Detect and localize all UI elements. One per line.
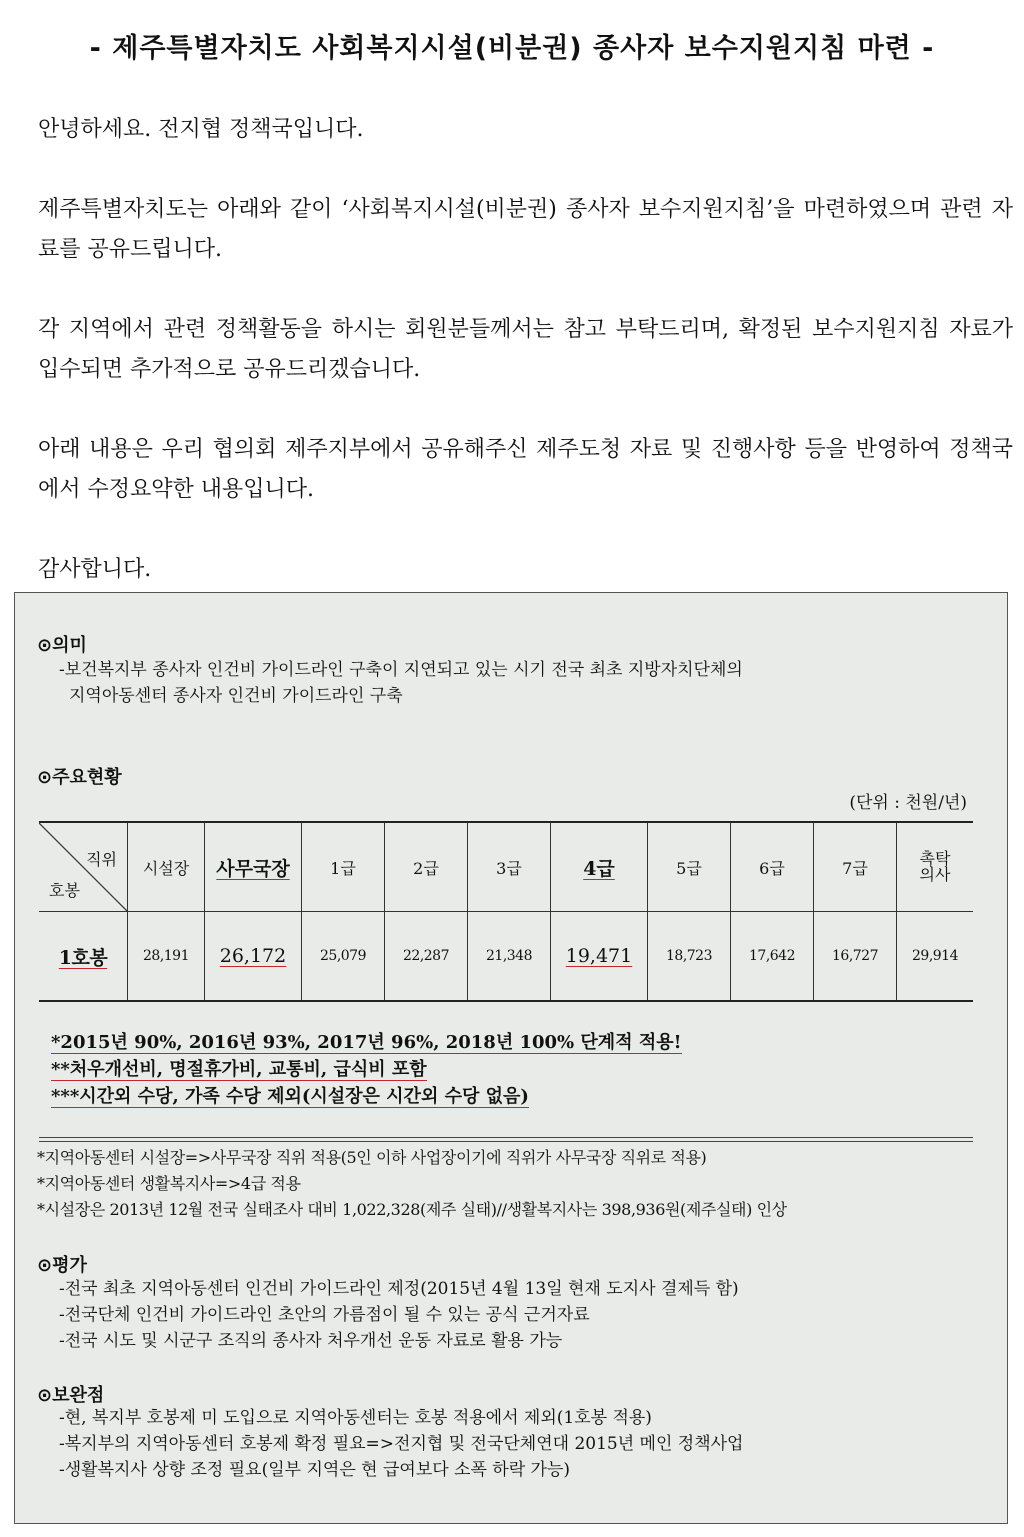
header-cell: 6급 <box>731 822 814 912</box>
note-3-text: ***시간외 수당, 가족 수당 제외(시설장은 시간외 수당 없음) <box>51 1086 529 1107</box>
page-title: - 제주특별자치도 사회복지시설(비분권) 종사자 보수지원지침 마련 - <box>89 33 935 64</box>
supplement-item: -현, 복지부 호봉제 미 도입으로 지역아동센터는 호봉 적용에서 제외(1호봉 적용) <box>59 1408 652 1428</box>
meaning-line-2: 지역아동센터 종사자 인건비 가이드라인 구축 <box>69 686 403 706</box>
header-last-top: 촉탁 <box>919 848 951 868</box>
table-cell: 17,642 <box>731 912 814 1002</box>
meaning-heading: ⊙의미 <box>37 635 87 656</box>
table-cell <box>551 912 648 1002</box>
note-1 <box>51 1029 682 1056</box>
row-label: 1호봉 <box>58 946 108 969</box>
header-cell-highlight: 4급 <box>583 857 615 880</box>
supplement-item: -복지부의 지역아동센터 호봉제 확정 필요=>전지협 및 전국단체연대 2015년 메인 정책사업 <box>59 1434 744 1454</box>
table-cell: 21,348 <box>468 912 551 1002</box>
intro-paragraph-3: 아래 내용은 우리 협의회 제주지부에서 공유해주신 제주도청 자료 및 진행사항 등을 반영하여 정책국에서 수정요약한 내용입니다. <box>38 437 1013 502</box>
supplement-heading: ⊙보완점 <box>37 1385 105 1406</box>
meaning-line-1: -보건복지부 종사자 인건비 가이드라인 구축이 지연되고 있는 시기 전국 최초 지방자치단체의 <box>59 660 743 680</box>
note-1-text: *2015년 90%, 2016년 93%, 2017년 96%, 2018년 100% 단계적 적용! <box>51 1032 682 1053</box>
header-cell: 7급 <box>814 822 897 912</box>
header-last-bottom: 의사 <box>919 864 951 884</box>
header-cell: 2급 <box>385 822 468 912</box>
header-cell <box>205 822 302 912</box>
header-cell <box>551 822 648 912</box>
row-label-cell <box>39 912 128 1002</box>
header-cell: 시설장 <box>128 822 205 912</box>
table-cell-highlight: 19,471 <box>565 945 633 967</box>
table-cell: 22,287 <box>385 912 468 1002</box>
intro-paragraph-1: 제주특별자치도는 아래와 같이 ‘사회복지시설(비분권) 종사자 보수지원지침’을 마련하였으며 관련 자료를 공유드립니다. <box>38 197 1013 262</box>
footnote-1: *지역아동센터 시설장=>사무국장 직위 적용(5인 이하 사업장이기에 직위가 사무국장 직위로 적용) <box>37 1148 707 1167</box>
evaluation-item: -전국 시도 및 시군구 조직의 종사자 처우개선 운동 자료로 활용 가능 <box>59 1331 563 1351</box>
supplement-item: -생활복지사 상향 조정 필요(일부 지역은 현 급여보다 소폭 하락 가능) <box>59 1460 571 1480</box>
intro-greeting: 안녕하세요. 전지협 정책국입니다. <box>38 117 364 142</box>
table-cell: 25,079 <box>302 912 385 1002</box>
note-2-text: **처우개선비, 명절휴가비, 교통비, 급식비 포함 <box>51 1059 427 1080</box>
header-cell: 1급 <box>302 822 385 912</box>
table-cell-highlight: 26,172 <box>219 945 287 967</box>
intro-paragraph-2: 각 지역에서 관련 정책활동을 하시는 회원분들께서는 참고 부탁드리며, 확정된 보수지원지침 자료가 입수되면 추가적으로 공유드리겠습니다. <box>38 317 1013 382</box>
corner-step-label: 호봉 <box>49 881 80 900</box>
footnote-3: *시설장은 2013년 12월 전국 실태조사 대비 1,022,328(제주 실태)//생활복지사는 398,936원(제주실태) 인상 <box>37 1200 787 1219</box>
table-corner-cell <box>39 822 128 912</box>
double-divider <box>39 1137 973 1142</box>
table-cell <box>205 912 302 1002</box>
table-cell: 18,723 <box>648 912 731 1002</box>
table-cell: 16,727 <box>814 912 897 1002</box>
unit-label: (단위 : 천원/년) <box>849 793 967 813</box>
footnote-2: *지역아동센터 생활복지사=>4급 적용 <box>37 1174 301 1193</box>
evaluation-heading: ⊙평가 <box>37 1255 87 1276</box>
intro-closing: 감사합니다. <box>38 557 152 582</box>
status-heading: ⊙주요현황 <box>37 767 122 788</box>
table-header-row <box>39 822 973 912</box>
header-cell-highlight: 사무국장 <box>216 857 290 880</box>
evaluation-item: -전국 최초 지역아동센터 인건비 가이드라인 제정(2015년 4월 13일 현재 도지사 결제득 함) <box>59 1279 739 1299</box>
header-cell: 5급 <box>648 822 731 912</box>
table-cell: 28,191 <box>128 912 205 1002</box>
evaluation-item: -전국단체 인건비 가이드라인 초안의 가름점이 될 수 있는 공식 근거자료 <box>59 1305 590 1325</box>
summary-box <box>14 592 1008 1524</box>
note-3 <box>51 1083 529 1110</box>
table-cell: 29,914 <box>897 912 974 1002</box>
corner-rank-label: 직위 <box>86 850 117 869</box>
header-cell: 3급 <box>468 822 551 912</box>
table-row <box>39 912 973 1002</box>
salary-table <box>39 821 973 1002</box>
header-cell <box>897 822 974 912</box>
note-2 <box>51 1056 427 1083</box>
